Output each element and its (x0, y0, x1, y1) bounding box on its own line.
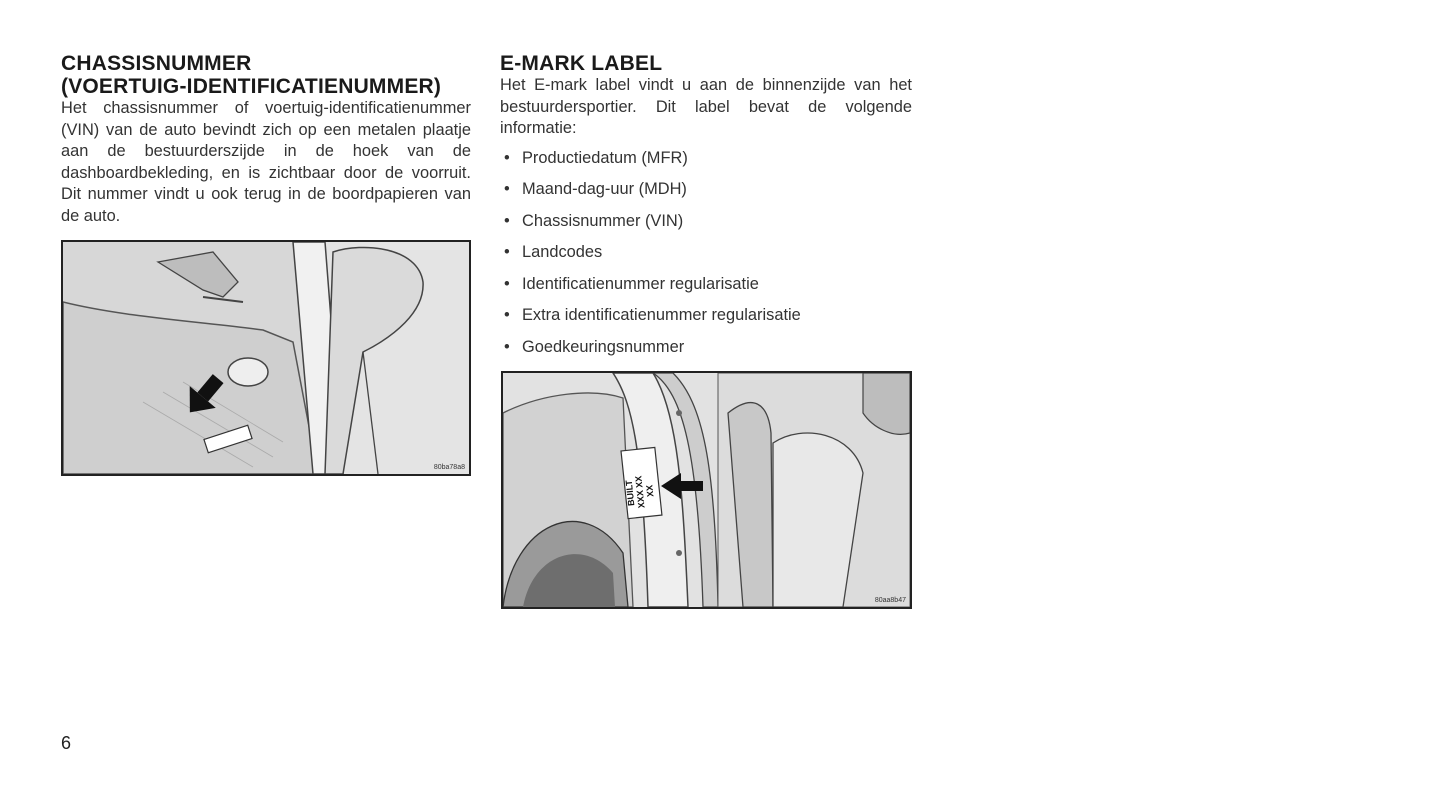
label-text-line2: XXX XX (633, 475, 647, 509)
dashboard-corner-drawing (63, 242, 469, 474)
list-item: • Extra identificatienummer regularisatie (500, 305, 912, 327)
page-number: 6 (61, 733, 72, 753)
list-item: • Landcodes (500, 242, 912, 264)
label-text-line1: BUILT (623, 479, 637, 507)
bullet-icon: • (504, 306, 510, 324)
label-text-line3: XX (644, 484, 656, 498)
emark-heading: E-MARK LABEL (500, 52, 663, 75)
emark-info-list (500, 148, 912, 359)
vin-plate-illustration (61, 240, 471, 476)
list-item: • Identificatienummer regularisatie (500, 274, 912, 296)
emark-label-illustration (501, 371, 912, 609)
list-item: • Productiedatum (MFR) (500, 148, 912, 170)
list-item: • Chassisnummer (VIN) (500, 211, 912, 233)
figure-code-2: 80aa8b47 (874, 597, 906, 604)
list-item: • Maand-dag-uur (MDH) (500, 179, 912, 201)
vin-heading-line2: (VOERTUIG-IDENTIFICATIENUMMER) (61, 75, 442, 98)
list-item: • Goedkeuringsnummer (500, 337, 912, 359)
vin-paragraph: Het chassisnummer of voertuig-identificatienummer (VIN) van de auto bevindt zich op een metalen plaatje aan de bestuurderszijde in de hoek van de dashboardbekleding, en is zichtbaar door de voorruit. Dit nummer vindt u ook terug in de boordpapieren van de auto. (61, 99, 471, 225)
bullet-icon: • (504, 211, 510, 230)
emark-section (500, 52, 912, 368)
figure-code-1: 80ba78a8 (433, 464, 465, 471)
door-jamb-drawing (503, 373, 910, 607)
bullet-icon: • (504, 180, 510, 198)
vin-section (61, 52, 471, 227)
vin-heading-line1: CHASSISNUMMER (61, 52, 252, 75)
bullet-icon: • (504, 274, 510, 293)
bullet-icon: • (504, 148, 510, 167)
vin-heading (61, 52, 471, 98)
bullet-icon: • (504, 243, 510, 261)
bullet-icon: • (504, 337, 510, 356)
emark-paragraph: Het E-mark label vindt u aan de binnenzijde van het bestuurdersportier. Dit label bevat de volgende informatie: (500, 76, 912, 137)
